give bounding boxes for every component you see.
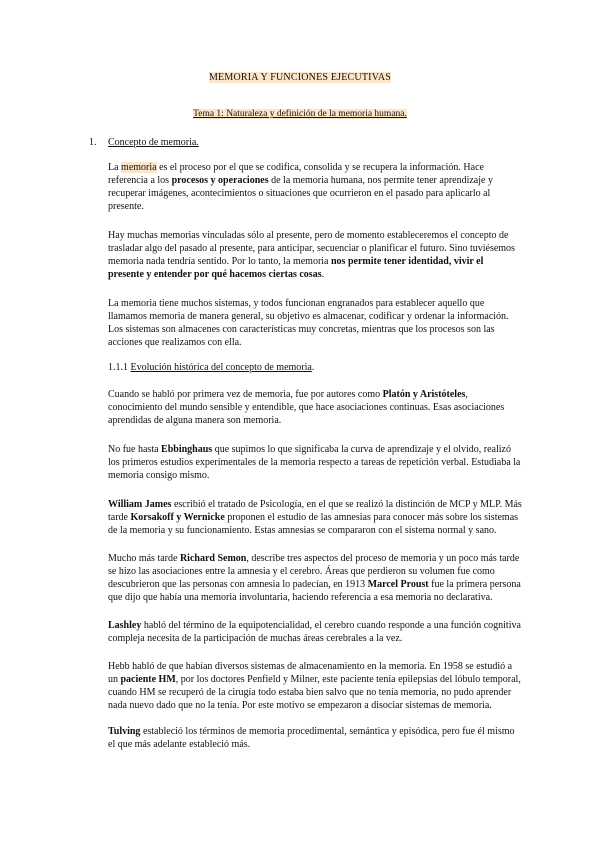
text-run: tarde: [108, 512, 131, 523]
text-line: [108, 592, 493, 604]
text-line: [108, 739, 250, 751]
bold-term: nos permite tener identidad, vivir el: [331, 256, 484, 267]
text-run: referencia a los: [108, 175, 172, 186]
text-run: acciones que realizamos con ella.: [108, 337, 242, 348]
text-run: de la memoria humana, nos permite tener aprendizaje y: [268, 175, 493, 186]
text-line: [108, 162, 484, 174]
text-line: [108, 389, 468, 401]
bold-term: Lashley: [108, 620, 142, 631]
bold-term: presente y entender por qué hacemos ciertas cosas: [108, 269, 322, 280]
text-line: [108, 188, 490, 200]
bold-term: paciente HM: [120, 674, 176, 685]
text-line: [108, 415, 281, 427]
text-line: [108, 512, 518, 524]
text-line: [108, 525, 497, 537]
text-run: No fue hasta: [108, 444, 162, 455]
text-line: [108, 553, 519, 565]
text-run: recuperar imágenes, acontecimientos o situaciones que ocurrieron en el pasado para aplicarlo al: [108, 188, 491, 199]
bold-term: Korsakoff y Wernicke: [130, 512, 225, 523]
highlighted-term: memoria: [121, 162, 157, 173]
bold-term: William James: [108, 499, 172, 510]
text-run: cuando HM se recuperó de la cirugía todo estaba bien salvo que no tenía memoria, no pudo aprender: [108, 687, 512, 698]
text-run: que dijo que había una memoria involuntaria, haciendo referencia a esa memoria no declarativa.: [108, 592, 493, 603]
text-run: Mucho más tarde: [108, 553, 180, 564]
text-run: un: [108, 674, 121, 685]
bold-term: Platón y Aristóteles: [382, 389, 466, 400]
text-line: [108, 337, 242, 349]
text-run: el que más adelante estableció más.: [108, 739, 251, 750]
section-heading: Concepto de memoria.: [108, 137, 199, 148]
text-line: [108, 269, 324, 281]
bold-term: Ebbinghaus: [161, 444, 213, 455]
text-run: , describe tres aspectos del proceso de memoria y un poco más tarde: [246, 553, 520, 564]
text-run: escribió el tratado de Psicología, en el que se realizó la distinción de MCP y MLP. Más: [171, 499, 522, 510]
text-line: [108, 726, 515, 738]
text-run: los primeros estudios experimentales de la memoria respecto a tareas de repetición verbal. Estudiaba la: [108, 457, 521, 468]
subsection-title: Evolución histórica del concepto de memoria: [130, 362, 312, 373]
text-run: nada nuevo dado que no la tenía. Por este motivo se empezaron a disociar sistemas de memoria.: [108, 700, 492, 711]
text-run: La: [108, 162, 122, 173]
text-line: [108, 311, 509, 323]
text-run: , por los doctores Penfield y Milner, este paciente tenía epilepsias del lóbulo temporal,: [175, 674, 521, 685]
bold-term: procesos y operaciones: [171, 175, 269, 186]
document-subtitle: Tema 1: Naturaleza y definición de la memoria humana.: [193, 109, 407, 119]
bold-term: Richard Semon: [179, 553, 247, 564]
text-run: de la memoria y su funcionamiento. Estas amnesias se compararon con el sistema normal y sano.: [108, 525, 497, 536]
text-line: [108, 256, 483, 268]
text-line: [108, 661, 512, 673]
text-line: [108, 499, 522, 511]
bold-term: Tulving: [108, 726, 141, 737]
text-line: [108, 687, 511, 699]
text-run: trasladar algo del pasado al presente, para anticipar, secuenciar o planificar el futuro. Sino tuviésemos: [108, 243, 515, 254]
text-line: [108, 470, 209, 482]
text-line: [108, 444, 511, 456]
section-number: 1.: [89, 137, 97, 148]
text-run: que supimos lo que significaba la curva de aprendizaje y el olvido, realizó: [212, 444, 511, 455]
text-line: [108, 633, 402, 645]
text-run: llamamos memoria de manera general, su objetivo es almacenar, codificar y ordenar la información.: [108, 311, 509, 322]
text-line: [108, 175, 493, 187]
text-run: memoria nada tendría sentido. Por lo tanto, la memoria: [108, 256, 331, 267]
text-run: Hebb habló de que habían diversos sistemas de almacenamiento en la memoria. En 1958 se estudió a: [108, 661, 513, 672]
text-run: Hay muchas memorias vinculadas sólo al presente, pero de momento estableceremos el concepto de: [108, 230, 509, 241]
text-line: [108, 457, 520, 469]
text-run: La memoria tiene muchos sistemas, y todos funcionan engranados para establecer aquello que: [108, 298, 485, 309]
bold-term: Marcel Proust: [367, 579, 429, 590]
text-line: [108, 298, 484, 310]
text-run: es el proceso por el que se codifica, consolida y se recupera la información. Hace: [156, 162, 484, 173]
document-title: MEMORIA Y FUNCIONES EJECUTIVAS: [208, 72, 392, 83]
text-line: [108, 579, 521, 591]
text-run: habló del término de la equipotencialidad, el cerebro cuando responde a una función cognitiva: [141, 620, 521, 631]
text-run: presente.: [108, 201, 144, 212]
text-run: compleja necesita de la participación de muchas áreas cerebrales a la vez.: [108, 633, 403, 644]
text-line: [108, 243, 515, 255]
text-run: Los sistemas son almacenes con características muy concretas, mientras que los procesos son las: [108, 324, 495, 335]
text-line: [108, 402, 504, 414]
text-run: proponen el estudio de las amnesias para conocer más sobre los sistemas: [224, 512, 519, 523]
text-run: Cuando se habló por primera vez de memoria, fue por autores como: [108, 389, 383, 400]
text-run: conocimiento del mundo sensible y entendible, que hace asociaciones continuas. Esas asociaciones: [108, 402, 505, 413]
text-line: [108, 201, 144, 213]
subsection-period: .: [311, 362, 315, 373]
subsection-heading: [108, 362, 314, 374]
text-run: descubrieron que las personas con amnesia lo padecían, en 1913: [108, 579, 368, 590]
text-run: estableció los términos de memoria procedimental, semántica y episódica, pero fue él mismo: [140, 726, 515, 737]
text-line: [108, 674, 521, 686]
text-run: memoria consigo mismo.: [108, 470, 210, 481]
text-line: [108, 230, 508, 242]
text-line: [108, 324, 495, 336]
text-run: ,: [465, 389, 468, 400]
text-line: [108, 566, 495, 578]
text-line: [108, 700, 492, 712]
text-line: [108, 620, 521, 632]
text-run: fue la primera persona: [428, 579, 521, 590]
text-run: .: [321, 269, 325, 280]
subsection-number: 1.1.1: [108, 362, 131, 373]
text-run: aprendidas de alguna manera son memoria.: [108, 415, 282, 426]
text-run: se hizo las asociaciones entre la amnesia y el cerebro. Áreas que perdieron su volumen fue como: [108, 566, 495, 577]
